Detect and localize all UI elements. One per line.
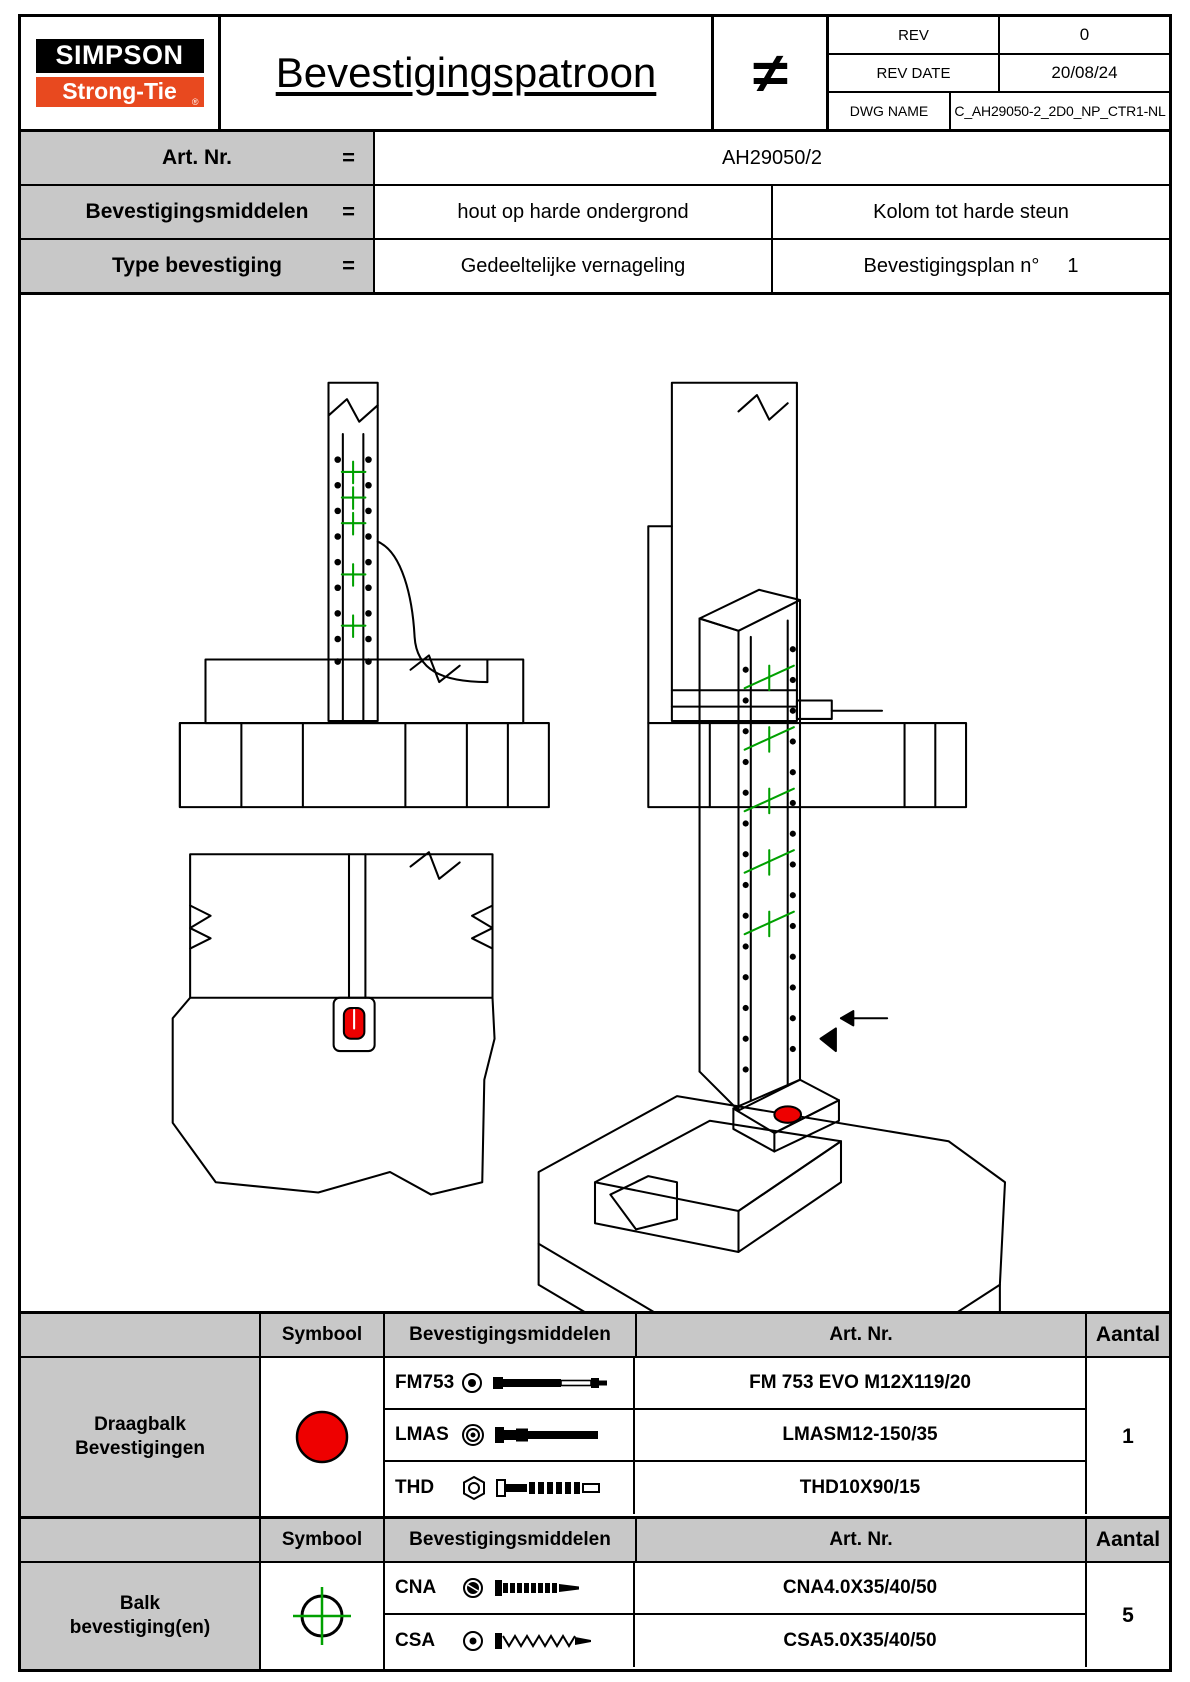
legend-quantity: 5 (1122, 1604, 1134, 1627)
info-value-fixings-substrate: hout op harde ondergrond (375, 186, 773, 238)
article-number: LMASM12-150/35 (635, 1410, 1087, 1460)
table-row (385, 1462, 1087, 1514)
technical-drawing (21, 295, 1169, 1311)
dwg-name-label: DWG NAME (829, 93, 951, 129)
revision-row (829, 17, 1169, 55)
fixing-cell (385, 1358, 635, 1408)
legend-quantity: 1 (1122, 1425, 1134, 1448)
legend-header-qty: Aantal (1095, 1528, 1161, 1551)
logo-simpson-text: SIMPSON (36, 39, 204, 72)
red-circle-symbol (291, 1358, 353, 1516)
expansion-bolt-icon (493, 1424, 611, 1446)
hex-head-icon (461, 1475, 487, 1501)
info-label-fixing-type (21, 240, 375, 292)
info-label-fixings (21, 186, 375, 238)
info-value-fixing-plan (773, 240, 1169, 292)
legend-header-fixings: Bevestigingsmiddelen (385, 1314, 637, 1356)
rev-date-value: 20/08/24 (1051, 63, 1118, 82)
sheet-frame (18, 14, 1172, 1672)
ring-nail-icon (493, 1577, 611, 1599)
equals-sign: = (342, 145, 355, 170)
table-row (385, 1615, 1087, 1667)
fixing-name: THD (395, 1477, 435, 1498)
drawing-area (21, 295, 1169, 1314)
logo-strongtie-text (36, 77, 204, 107)
legend-rows (385, 1563, 1087, 1669)
fixing-plan-label: Bevestigingsplan n° (863, 254, 1040, 277)
screw-head-icon (461, 1629, 485, 1653)
legend-group-header-spacer (21, 1519, 261, 1561)
legend-symbol-cell (261, 1358, 385, 1516)
wood-screw-icon (493, 1630, 611, 1652)
revision-block (829, 17, 1169, 129)
legend-group-line1: Draagbalk (94, 1414, 186, 1436)
legend-header-article: Art. Nr. (637, 1314, 1087, 1356)
info-table (21, 132, 1169, 295)
front-elevation-view (180, 383, 549, 807)
info-value-fixing-type: Gedeeltelijke vernageling (375, 240, 773, 292)
info-row-fixing-type (21, 240, 1169, 292)
legend-group-line2: bevestiging(en) (69, 1617, 211, 1638)
table-row (385, 1410, 1087, 1462)
logo-registered-mark: ® (191, 96, 199, 107)
info-label-article (21, 132, 375, 184)
legend-symbol-cell (261, 1563, 385, 1669)
sheet-title-cell (221, 17, 714, 129)
table-row (385, 1563, 1087, 1615)
plan-view (173, 852, 495, 1194)
article-number: CNA4.0X35/40/50 (635, 1563, 1087, 1613)
isometric-view (539, 590, 1005, 1311)
info-row-fixings (21, 186, 1169, 240)
equals-sign: = (342, 199, 355, 224)
company-logo (21, 17, 221, 129)
drawing-name-row (829, 93, 1169, 129)
legend-body (21, 1563, 1169, 1669)
info-value-article: AH29050/2 (721, 146, 823, 169)
concrete-screw-icon (495, 1477, 613, 1499)
anchor-bolt-icon (491, 1372, 609, 1394)
not-equal-symbol-cell (714, 17, 829, 129)
not-equal-icon: ≠ (752, 41, 788, 104)
legend-header-symbol: Symbool (261, 1519, 385, 1561)
legend-draagbalk (21, 1314, 1169, 1519)
fixing-cell (385, 1410, 635, 1460)
fixing-cell (385, 1615, 635, 1667)
info-value-fixings-connection: Kolom tot harde steun (873, 200, 1069, 223)
legend-header-qty: Aantal (1095, 1323, 1161, 1346)
hex-washer-icon (461, 1423, 485, 1447)
legend-header-fixings: Bevestigingsmiddelen (385, 1519, 637, 1561)
rev-label: REV (829, 17, 1000, 53)
title-block (21, 17, 1169, 132)
rev-value: 0 (1079, 25, 1090, 44)
legend-group-line2: Bevestigingen (75, 1438, 205, 1459)
table-row (385, 1358, 1087, 1410)
info-row-article (21, 132, 1169, 186)
legend-group-line1: Balk (119, 1593, 161, 1615)
info-label-article-text: Art. Nr. (161, 146, 232, 169)
legend-header-row (21, 1519, 1169, 1563)
flat-head-icon (461, 1372, 483, 1394)
legend-rows (385, 1358, 1087, 1516)
legend-header-row (21, 1314, 1169, 1358)
fixing-cell (385, 1462, 635, 1514)
article-number: THD10X90/15 (635, 1462, 1087, 1514)
page-title: Bevestigingspatroon (275, 49, 657, 96)
green-crosshair-symbol (289, 1563, 355, 1669)
legend-header-symbol: Symbool (261, 1314, 385, 1356)
info-label-fixing-type-text: Type bevestiging (112, 254, 282, 277)
legend-group-label (21, 1358, 261, 1516)
legend-group-header-spacer (21, 1314, 261, 1356)
nail-head-icon (461, 1576, 485, 1600)
revision-date-row (829, 55, 1169, 93)
fixing-name: FM753 (395, 1372, 455, 1393)
fixing-name: LMAS (395, 1424, 449, 1445)
info-label-fixings-text: Bevestigingsmiddelen (85, 200, 309, 223)
dwg-name-value: C_AH29050-2_2D0_NP_CTR1-NL (954, 103, 1166, 119)
fixing-name: CSA (395, 1630, 436, 1651)
fixing-plan-number: 1 (1067, 254, 1079, 277)
side-elevation-view (648, 383, 966, 807)
legend-group-label (21, 1563, 261, 1669)
equals-sign: = (342, 253, 355, 278)
logo-strongtie-label: Strong-Tie (62, 77, 177, 104)
legend-body (21, 1358, 1169, 1516)
rev-date-label: REV DATE (829, 55, 1000, 91)
legend-header-article: Art. Nr. (637, 1519, 1087, 1561)
fixing-name: CNA (395, 1577, 437, 1598)
legend-balk (21, 1519, 1169, 1669)
article-number: FM 753 EVO M12X119/20 (635, 1358, 1087, 1408)
fixing-cell (385, 1563, 635, 1613)
article-number: CSA5.0X35/40/50 (635, 1615, 1087, 1667)
